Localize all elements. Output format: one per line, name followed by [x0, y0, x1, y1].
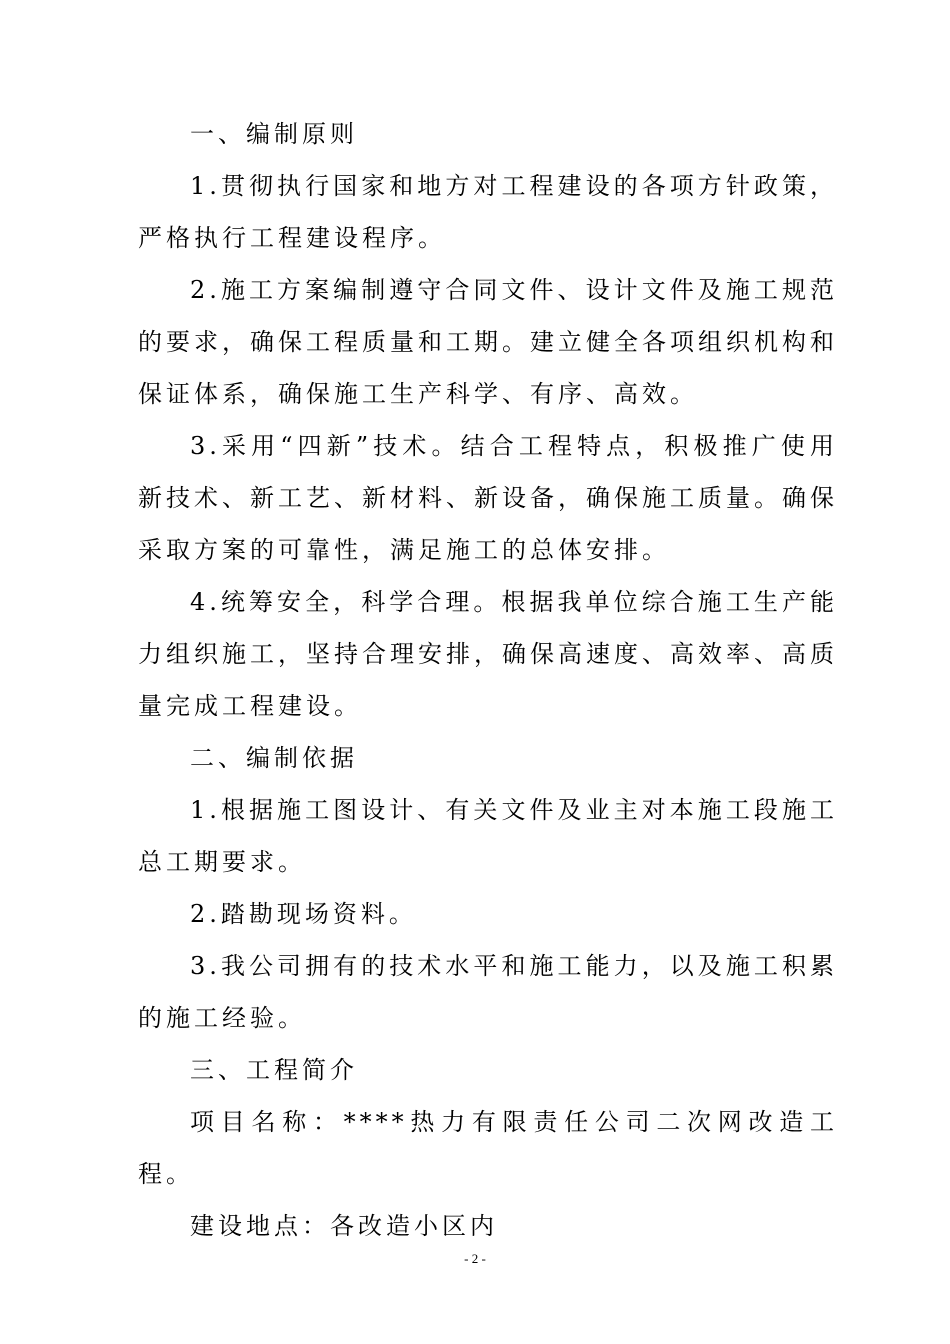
paragraph: 1.根据施工图设计、有关文件及业主对本施工段施工总工期要求。 — [138, 796, 838, 876]
paragraph: 3.采用“四新”技术。结合工程特点，积极推广使用新技术、新工艺、新材料、新设备，确保施工质量。确保采取方案的可靠性，满足施工的总体安排。 — [138, 432, 838, 564]
page-number: - 2 - — [464, 1251, 486, 1266]
section-heading-overview: 三、工程简介 — [190, 1056, 358, 1084]
document-body — [138, 108, 838, 1252]
paragraph: 2.施工方案编制遵守合同文件、设计文件及施工规范的要求，确保工程质量和工期。建立健全各项组织机构和保证体系，确保施工生产科学、有序、高效。 — [138, 276, 838, 408]
section-heading-principles: 一、编制原则 — [190, 120, 358, 148]
paragraph: 3.我公司拥有的技术水平和施工能力，以及施工积累的施工经验。 — [138, 952, 838, 1032]
construction-site-line: 建设地点：各改造小区内 — [190, 1212, 498, 1240]
paragraph: 2.踏勘现场资料。 — [190, 900, 417, 928]
section-heading-basis: 二、编制依据 — [190, 744, 358, 772]
paragraph: 4.统筹安全，科学合理。根据我单位综合施工生产能力组织施工，坚持合理安排，确保高速度、高效率、高质量完成工程建设。 — [138, 588, 838, 720]
paragraph: 1.贯彻执行国家和地方对工程建设的各项方针政策，严格执行工程建设程序。 — [138, 172, 838, 252]
project-name-line: 项目名称：****热力有限责任公司二次网改造工程。 — [138, 1108, 838, 1188]
